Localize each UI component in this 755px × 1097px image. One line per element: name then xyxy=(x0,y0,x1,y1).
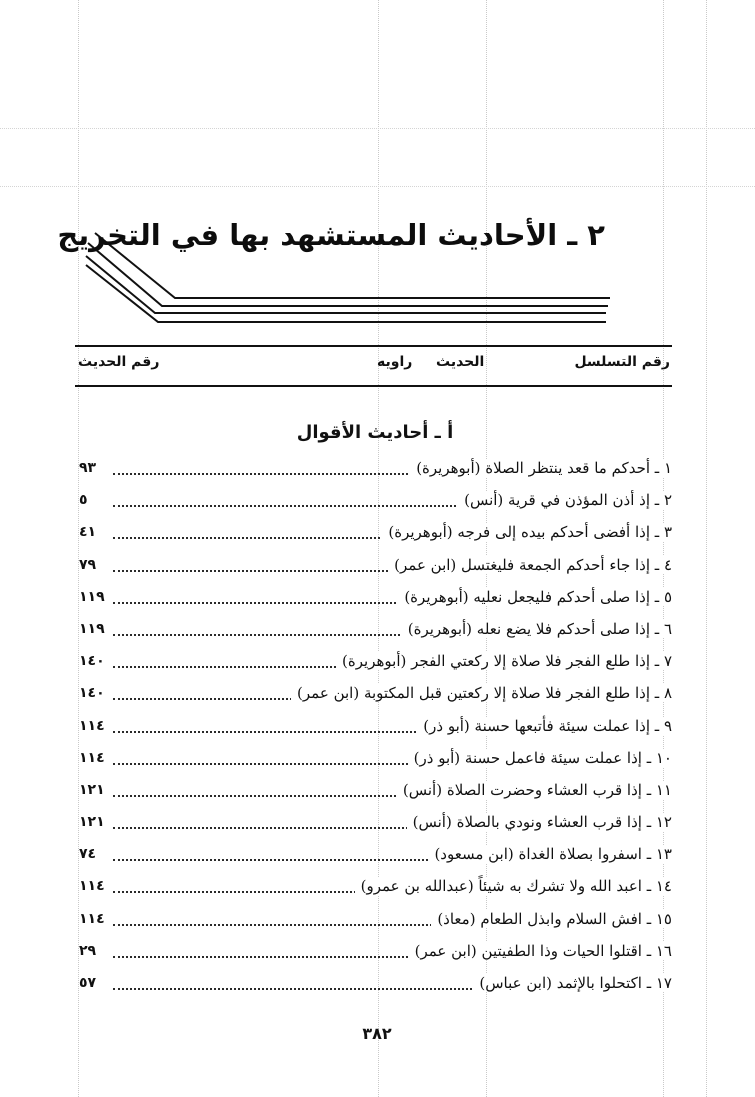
list-item xyxy=(75,488,672,520)
hadith-text: ٩ ـ إذا عملت سيئة فأتبعها حسنة (أبو ذر) xyxy=(417,717,672,735)
hadith-number: ١١٤ xyxy=(79,749,105,766)
hadith-text: ٨ ـ إذا طلع الفجر فلا صلاة إلا ركعتين قبل المكتوبة (ابن عمر) xyxy=(291,684,672,702)
hadith-number: ١١٩ xyxy=(79,620,105,637)
hadith-number: ١١٤ xyxy=(79,878,105,895)
subheading: أ ـ أحاديث الأقوال xyxy=(296,422,454,443)
scan-line xyxy=(0,128,755,129)
list-item xyxy=(75,810,672,842)
hadith-text: ١٤ ـ اعبد الله ولا تشرك به شيئاً (عبدالله بن عمرو) xyxy=(355,877,672,895)
hadith-text: ١٣ ـ اسفروا بصلاة الغداة (ابن مسعود) xyxy=(428,845,672,863)
list-item xyxy=(75,553,672,585)
list-item xyxy=(75,939,672,971)
scan-line xyxy=(0,186,755,187)
column-header-narrator: راويه xyxy=(377,354,413,370)
list-item xyxy=(75,456,672,488)
list-item xyxy=(75,714,672,746)
hadith-text: ٧ ـ إذا طلع الفجر فلا صلاة إلا ركعتي الفجر (أبوهريرة) xyxy=(336,652,672,670)
hadith-text: ٣ ـ إذا أفضى أحدكم بيده إلى فرجه (أبوهريرة) xyxy=(382,523,672,541)
hadith-number: ١٤٠ xyxy=(79,685,105,702)
hadith-number: ١٤٠ xyxy=(79,653,105,670)
scan-line xyxy=(706,0,707,1097)
hadith-number: ١١٩ xyxy=(79,588,105,605)
hadith-number: ١١٤ xyxy=(79,717,105,734)
list-item xyxy=(75,681,672,713)
hadith-text: ١٠ ـ إذا عملت سيئة فاعمل حسنة (أبو ذر) xyxy=(408,749,672,767)
list-item xyxy=(75,746,672,778)
hadith-number: ٤١ xyxy=(79,524,97,541)
column-header-hadith: الحديث xyxy=(436,354,485,370)
list-item xyxy=(75,842,672,874)
list-item xyxy=(75,649,672,681)
hadith-number: ٧٤ xyxy=(79,846,97,863)
hadith-text: ٥ ـ إذا صلى أحدكم فليجعل نعليه (أبوهريرة) xyxy=(398,588,672,606)
header-top-rule xyxy=(75,345,672,347)
column-header-hadith-number: رقم الحديث xyxy=(78,354,160,370)
hadith-number: ١٢١ xyxy=(79,814,105,831)
hadith-text: ١٦ ـ اقتلوا الحيات وذا الطفيتين (ابن عمر) xyxy=(409,942,672,960)
hadith-number: ٩٣ xyxy=(79,460,97,476)
list-item xyxy=(75,907,672,939)
hadith-number: ١٢١ xyxy=(79,781,105,798)
hadith-number: ١١٤ xyxy=(79,910,105,927)
list-item xyxy=(75,778,672,810)
hadith-number: ٧٩ xyxy=(79,556,97,573)
ornament-line xyxy=(86,265,606,322)
hadith-text: ١٢ ـ إذا قرب العشاء ونودي بالصلاة (أنس) xyxy=(407,813,672,831)
section-title: ٢ ـ الأحاديث المستشهد بها في التخريج xyxy=(57,218,605,252)
header-bottom-rule xyxy=(75,385,672,387)
ornament-line xyxy=(88,243,608,306)
hadith-text: ١٧ ـ اكتحلوا بالإثمد (ابن عباس) xyxy=(473,974,672,992)
list-item xyxy=(75,971,672,1003)
hadith-list xyxy=(75,456,672,1003)
hadith-text: ١ ـ أحدكم ما قعد ينتظر الصلاة (أبوهريرة) xyxy=(410,459,672,477)
hadith-text: ٦ ـ إذا صلى أحدكم فلا يضع نعله (أبوهريرة) xyxy=(402,620,672,638)
list-item xyxy=(75,874,672,906)
hadith-text: ٤ ـ إذا جاء أحدكم الجمعة فليغتسل (ابن عمر) xyxy=(388,556,672,574)
column-header-serial: رقم التسلسل xyxy=(574,354,670,370)
list-item xyxy=(75,520,672,552)
page-number: ٣٨٢ xyxy=(362,1024,392,1043)
hadith-number: ٥٧ xyxy=(79,975,97,991)
list-item xyxy=(75,617,672,649)
hadith-text: ١١ ـ إذا قرب العشاء وحضرت الصلاة (أنس) xyxy=(397,781,672,799)
hadith-number: ٥ xyxy=(79,492,88,509)
hadith-number: ٢٩ xyxy=(79,942,97,959)
hadith-text: ١٥ ـ افش السلام وابذل الطعام (معاذ) xyxy=(431,910,672,928)
ornament-line xyxy=(86,256,606,313)
hadith-text: ٢ ـ إذ أذن المؤذن في قرية (أنس) xyxy=(458,491,672,509)
list-item xyxy=(75,585,672,617)
